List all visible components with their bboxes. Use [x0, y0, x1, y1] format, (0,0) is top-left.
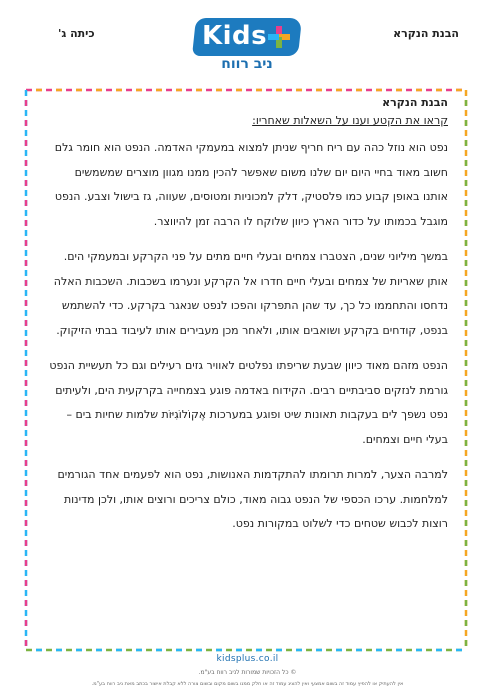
page-header — [0, 0, 495, 88]
logo-subtitle: ניב רווח — [221, 56, 273, 72]
kids-plus-logo — [188, 18, 306, 74]
plus-icon — [267, 25, 291, 49]
reading-paragraph: למרבה הצער, למרות תרומתו להתקדמות האנושות, נפט הוא לפעמים אחד הגורמים למלחמות. ערכו הכספי של הנפט גבוה מאוד, כולם צריכים ורוצים אותו, ולכן מדינות רוצות לכבוש שטחים כדי לשלוט במקורות נפט. — [57, 468, 448, 530]
footer-legal-notice: אין להעתיק או להפיץ עמוד זה בשום אמצעי ואין להציג עמוד זה או חלק ממנו בשום מקום ובשום צורה ללא קבלת אישור בכתב מאת ניב רווח בע"מ. — [91, 681, 404, 687]
logo-wordmark: Kids — [202, 21, 268, 51]
reading-paragraph: נפט הוא נוזל כהה עם ריח חריף שניתן למצוא במעמקי האדמה. הנפט הוא חומר גלם חשוב מאוד בחיי היום יום שלנו משום שאפשר להכין ממנו מגוון מוצרים שמשמשים אותנו באופן קבוע כמו פלסטיק, דלק למכוניות ומטוסים, שעווה, גז בישול וצבע. הנפט מוגבל בכמותו על כדור הארץ כיוון שלוקח לו הרבה זמן להיווצר. — [54, 141, 448, 228]
footer-copyright: © כל הזכויות שמורות לניב רווח בע"מ. — [198, 669, 297, 676]
worksheet-content — [48, 96, 448, 548]
reading-paragraph: הנפט מזהם מאוד כיוון שבעת שריפתו נפלטים לאוויר גזים רעילים וגם כל תעשיית הנפט גורמת לנזקים סביבתיים רבים. הקידוח באדמה פוגע בצמחייה בקרקעית הים, ולעיתים נפט נשפך לים בעקבות תאונות שיט ופוגע במערכות אֶקוֹלוֹגִיּוֹת שלמות שחיות בים – בעלי חיים וצמחים. — [49, 359, 448, 446]
worksheet-instructions: קראו את הקטע וענו על השאלות שאחריו: — [252, 114, 448, 127]
worksheet-title: הבנת הנקרא — [382, 96, 448, 109]
footer-site-link[interactable]: kidsplus.co.il — [216, 654, 279, 664]
header-subject-label: הבנת הנקרא — [393, 27, 459, 40]
reading-paragraph: במשך מיליוני שנים, הצטברו צמחים ובעלי חיים מתים על פני הקרקע ובמעמקי הים. אותן שאריות של צמחים ובעלי חיים חדרו אל הקרקע ונערמו בשכבות. השכבות האלה נדחסו והתחממו כל כך, עד שהן התפרקו והפכו לנפט שנאגר בקרקע. כדי להשתמש בנפט, קודחים בקרקע ושואבים אותו, ולאחר מכן מעבירים אותו לעיבוד בבתי הזיקוק. — [53, 250, 448, 337]
header-grade-label: כיתה ג' — [58, 27, 95, 40]
